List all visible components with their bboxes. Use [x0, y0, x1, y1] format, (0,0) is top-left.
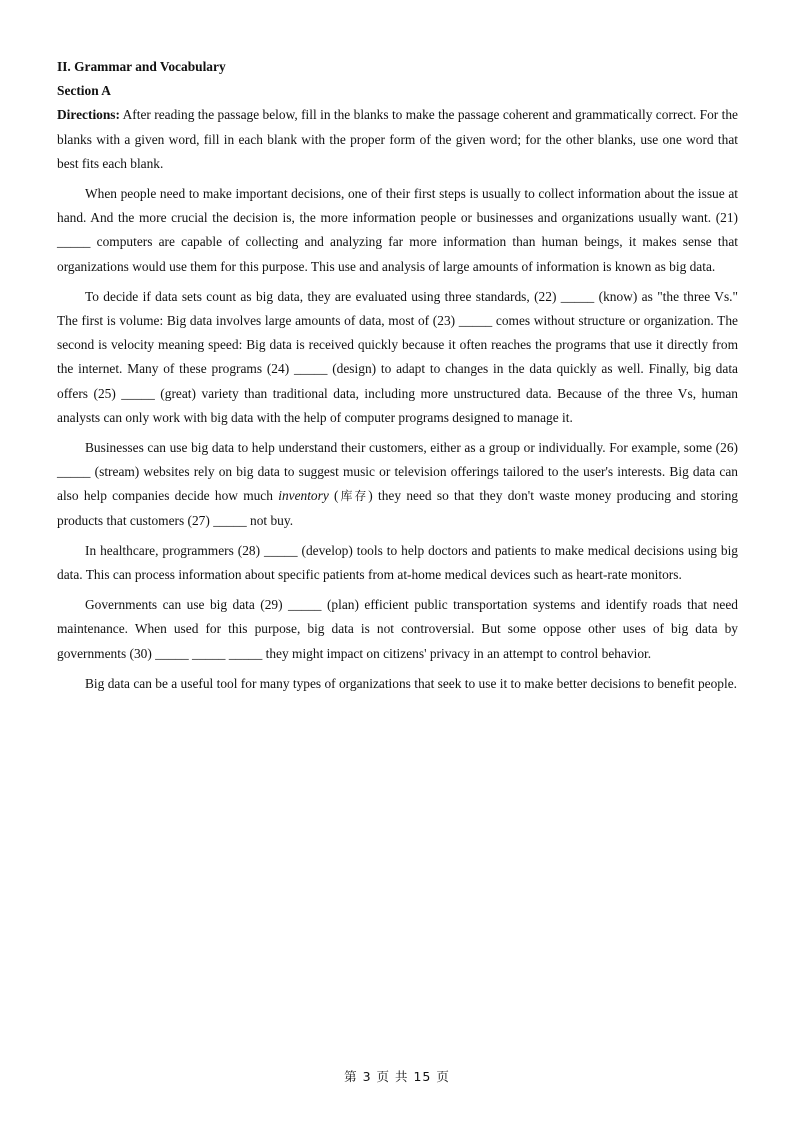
directions — [57, 103, 738, 176]
page-number-footer: 第 3 页 共 15 页 — [344, 1069, 450, 1084]
passage-paragraph-6: Big data can be a useful tool for many types of organizations that seek to use it to make better decisions to benefit people. — [85, 675, 737, 691]
directions-text: After reading the passage below, fill in the blanks to make the passage coherent and grammatically correct. For the blanks with a given word, fill in each blank with the proper form of the given word; for the other blanks, use one word that best fits each blank. — [57, 107, 738, 171]
directions-label: Directions: — [57, 107, 120, 123]
passage-paragraph-2: To decide if data sets count as big data, they are evaluated using three standards, (22) _____ (know) as "the three Vs." The first is volume: Big data involves large amounts of data, most of (23) _____ comes without structure or organization. The second is velocity meaning speed: Big data is received quickly because it often reaches the programs that use it directly from the internet. Many of these programs (24) _____ (design) to adapt to changes in the data quickly as well. Finally, big data offers (25) _____ (great) variety than traditional data, including more unstructured data. Because of the three Vs, human analysts can only work with big data with the help of computer programs designed to manage it. — [57, 288, 738, 425]
part-heading: II. Grammar and Vocabulary — [57, 59, 226, 74]
paragraph-3-text-before: Businesses can use big data to help understand their customers, either as a group or individually. For example, some (26) _____ (stream) websites rely on big data to suggest music or television offerings tailored to the user's interests. Big data can also help companies decide how much — [57, 440, 738, 504]
paragraph-3-text-after: they need so that they don't waste money producing and storing products that customers (27) _____ not buy. — [57, 488, 738, 528]
chinese-gloss-close: ) — [368, 488, 373, 504]
passage-paragraph-1: When people need to make important decisions, one of their first steps is usually to collect information about the issue at hand. And the more crucial the decision is, the more information people or businesses and organizations usually want. (21) _____ computers are capable of collecting and analyzing far more information than human beings, it makes sense that organizations would use them for this purpose. This use and analysis of large amounts of information is known as big data. — [57, 186, 738, 274]
passage-paragraph-3 — [57, 436, 738, 533]
document-page — [57, 55, 738, 702]
chinese-gloss: 库存 — [338, 489, 369, 504]
passage-paragraph-4: In healthcare, programmers (28) _____ (develop) tools to help doctors and patients to make medical decisions using big data. This can process information about specific patients from at-home medical devices such as heart-rate monitors. — [57, 542, 738, 583]
passage-paragraph-5: Governments can use big data (29) _____ (plan) efficient public transportation systems and identify roads that need maintenance. When used for this purpose, big data is not controversial. But some oppose other uses of big data by governments (30) _____ _____ _____ they might impact on citizens' privacy in an attempt to control behavior. — [57, 597, 738, 661]
section-heading: Section A — [57, 83, 111, 99]
inventory-term: inventory — [278, 488, 329, 504]
chinese-gloss-open: ( — [328, 488, 339, 504]
